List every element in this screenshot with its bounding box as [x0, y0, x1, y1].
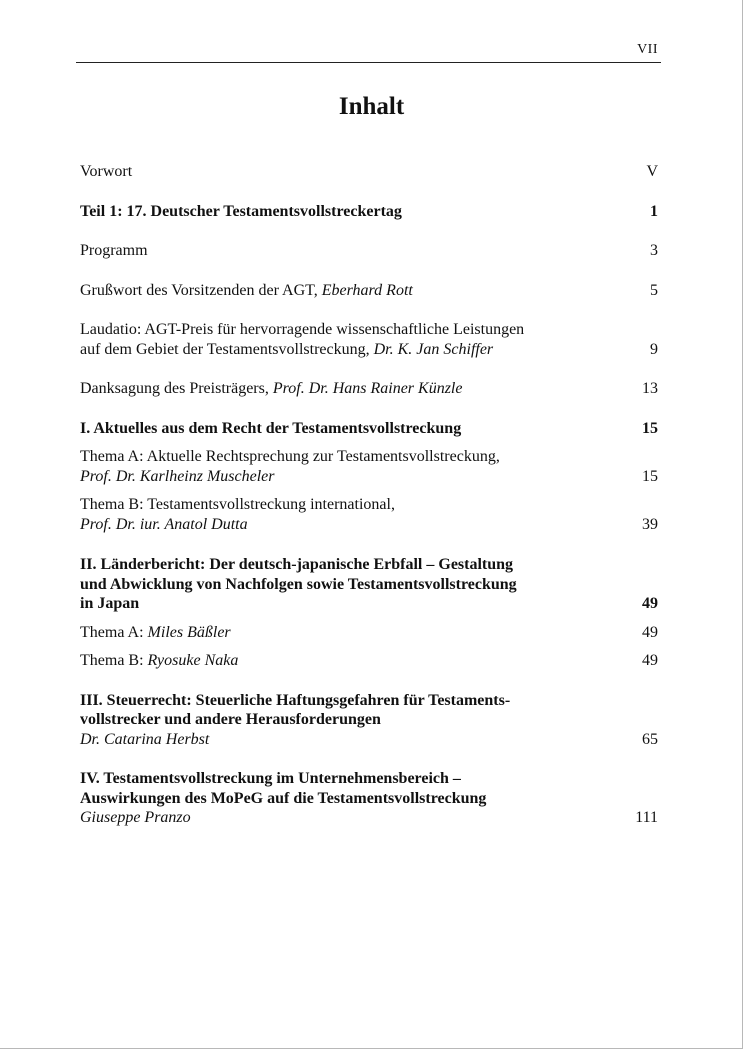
toc-entry-line — [80, 340, 630, 360]
toc-entry-line: IV. Testamentsvollstreckung im Unternehmensbereich – — [80, 770, 461, 787]
toc-entry-title — [80, 555, 642, 614]
toc-entry-page: 49 — [642, 623, 658, 641]
toc-entry-text: Grußwort des Vorsitzenden der AGT, — [80, 281, 322, 299]
toc-entry-section-4[interactable] — [80, 769, 658, 828]
toc-entry-page: 9 — [650, 340, 658, 358]
toc-entry-page: 3 — [650, 242, 658, 259]
toc-entry-page: 15 — [642, 467, 658, 485]
page-title: Inhalt — [338, 93, 405, 120]
toc-entry-page: 49 — [642, 595, 658, 612]
toc-entry-section-2a[interactable] — [80, 623, 658, 643]
toc-entry-title — [80, 495, 642, 534]
toc-entry-line: in Japan — [80, 595, 140, 612]
toc-entry-title — [80, 281, 650, 301]
toc-entry-section-2[interactable] — [80, 555, 658, 614]
toc-entry-section-1a[interactable] — [80, 447, 658, 486]
table-of-contents — [80, 162, 658, 828]
toc-entry-title: I. Aktuelles aus dem Recht der Testamentsvollstreckung — [80, 419, 462, 437]
toc-entry-title — [80, 320, 650, 359]
toc-entry-author: Giuseppe Pranzo — [80, 809, 191, 826]
toc-entry-line: Thema A: Aktuelle Rechtsprechung zur Testamentsvollstreckung, — [80, 448, 500, 465]
toc-entry-programm[interactable] — [80, 241, 658, 261]
toc-entry-author: Dr. K. Jan Schiffer — [373, 340, 494, 358]
toc-entry-section-3[interactable] — [80, 691, 658, 750]
toc-entry-danksagung[interactable] — [80, 379, 658, 399]
toc-entry-author: Dr. Catarina Herbst — [80, 730, 210, 748]
toc-entry-line: II. Länderbericht: Der deutsch-japanische Erbfall – Gestaltung — [80, 556, 514, 573]
toc-entry-title — [80, 691, 642, 750]
toc-entry-text: auf dem Gebiet der Testamentsvollstreckung, — [80, 340, 374, 358]
toc-entry-page: 1 — [650, 202, 658, 220]
toc-entry-text: Thema B: — [80, 652, 148, 669]
toc-entry-page: 65 — [642, 730, 658, 748]
toc-entry-page: 15 — [642, 419, 658, 437]
toc-entry-teil1[interactable] — [80, 202, 658, 222]
toc-entry-title — [80, 769, 635, 828]
toc-entry-author: Miles Bäßler — [147, 623, 231, 641]
toc-entry-page: V — [646, 163, 658, 180]
toc-entry-text: Thema A: — [80, 623, 148, 641]
toc-entry-line: III. Steuerrecht: Steuerliche Haftungsgefahren für Testaments- — [80, 691, 511, 709]
toc-entry-page: 49 — [642, 652, 658, 669]
toc-entry-page: 39 — [642, 515, 658, 533]
toc-entry-author: Prof. Dr. Karlheinz Muscheler — [80, 467, 275, 485]
toc-entry-vorwort[interactable] — [80, 162, 658, 182]
toc-entry-line: vollstrecker und andere Herausforderungen — [80, 711, 381, 728]
toc-entry-line: Auswirkungen des MoPeG auf die Testamentsvollstreckung — [80, 789, 487, 807]
toc-entry-author: Eberhard Rott — [321, 281, 413, 299]
toc-entry-line: und Abwicklung von Nachfolgen sowie Testamentsvollstreckung — [80, 575, 517, 593]
toc-entry-author: Ryosuke Naka — [147, 652, 239, 669]
toc-entry-section-2b[interactable] — [80, 651, 658, 671]
header-rule — [76, 62, 661, 63]
toc-entry-text: Danksagung des Preisträgers, — [80, 380, 273, 397]
toc-entry-title: Programm — [80, 242, 148, 259]
toc-entry-page: 5 — [650, 281, 658, 299]
toc-entry-title — [80, 623, 642, 643]
toc-entry-laudatio[interactable] — [80, 320, 658, 359]
toc-entry-title: Teil 1: 17. Deutscher Testamentsvollstreckertag — [80, 202, 402, 220]
toc-entry-page: 111 — [635, 809, 658, 826]
toc-entry-author: Prof. Dr. iur. Anatol Dutta — [80, 515, 248, 533]
page-number: VII — [637, 42, 658, 57]
toc-entry-title: Vorwort — [80, 163, 133, 180]
toc-entry-author: Prof. Dr. Hans Rainer Künzle — [272, 380, 463, 397]
toc-entry-title — [80, 651, 642, 671]
toc-entry-grusswort[interactable] — [80, 281, 658, 301]
toc-entry-line: Laudatio: AGT-Preis für hervorragende wissenschaftliche Leistungen — [80, 321, 525, 338]
toc-entry-title — [80, 379, 642, 399]
toc-entry-title — [80, 447, 642, 486]
toc-entry-page: 13 — [642, 380, 658, 397]
toc-entry-section-1b[interactable] — [80, 495, 658, 534]
toc-entry-line: Thema B: Testamentsvollstreckung international, — [80, 496, 395, 513]
toc-entry-section-1[interactable] — [80, 419, 658, 439]
